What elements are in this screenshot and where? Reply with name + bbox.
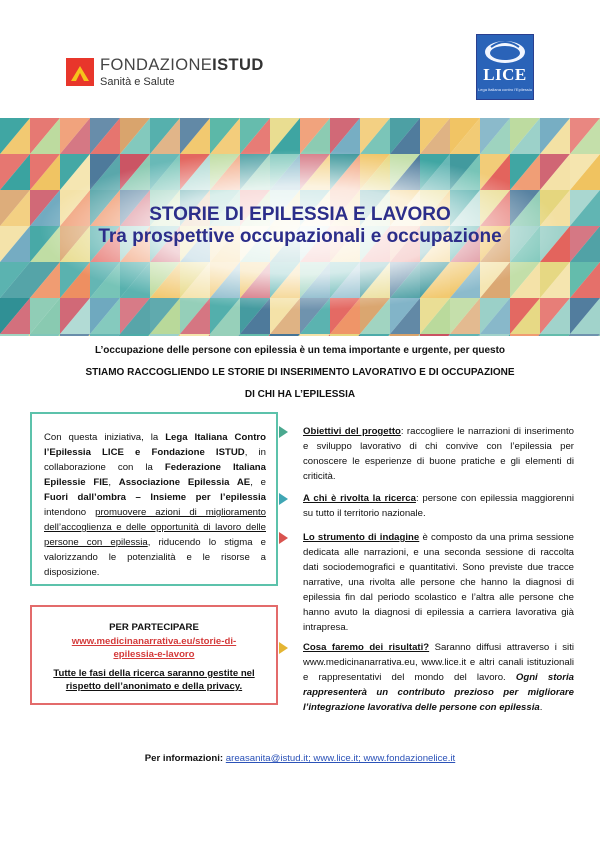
initiative-box: Con questa iniziativa, la Lega Italiana Contro l’Epilessia LICE e Fondazione ISTUD, in collaborazione con la Federazione Italiana Epilessie FIE, Associazione Epilessia AE, e Fuori dall’ombra – Insieme per l’epilessia intendono promuovere azioni di miglioramento dell’accoglienza e delle opportunità di lavoro delle persone con epilessia, riducendo lo stigma e valorizzando le potenzialità e le risorse a disposizione. [30, 412, 278, 586]
pattern-triangle [210, 334, 240, 336]
arrow-icon [279, 642, 288, 654]
istud-name: FONDAZIONEISTUD [100, 56, 264, 74]
banner [0, 118, 600, 336]
pattern-triangle [330, 334, 360, 336]
intro-line-3: DI CHI HA L’EPILESSIA [244, 389, 356, 400]
title-line-1: STORIE DI EPILESSIA E LAVORO [149, 204, 451, 225]
pattern-triangle [180, 334, 210, 336]
item-tool: Lo strumento di indagine è composto da una prima sessione dedicata alle narrazioni, e una seconda sessione di raccolta dati sociodemografici e quantitativi. Sono previste due tracce narrative, una rivolta alle persone che hanno la diagnosi di epilessia fin dal periodo scolastico e l’altra alle persone che hanno avuto la diagnosi di epilessia a carriera lavorativa già intrapresa. [279, 530, 574, 630]
footer-label: Per informazioni: [144, 753, 226, 764]
pattern-triangle [390, 334, 420, 336]
pattern-triangle [150, 334, 180, 336]
pattern-triangle [300, 334, 330, 336]
pattern-triangle [510, 334, 540, 336]
participate-link[interactable]: www.medicinanarrativa.eu/storie-di- epilessia-e-lavoro [71, 635, 237, 660]
pattern-triangle [360, 334, 390, 336]
item-results: Cosa faremo dei risultati? Saranno diffusi attraverso i siti www.medicinanarrativa.eu, www.lice.it e altri canali istituzionali e rappresentativi del mondo del lavoro. Ogni storia rappresenterà un contributo prezioso per migliorare l’integrazione lavorativa delle persone con epilessia. [279, 640, 574, 730]
pattern-triangle [450, 334, 480, 336]
pattern-triangle [420, 334, 450, 336]
pattern-triangle [540, 334, 570, 336]
banner-title [0, 204, 600, 248]
pattern-triangle [60, 334, 90, 336]
arrow-icon [279, 426, 288, 438]
pattern-triangle [240, 334, 270, 336]
footer-links[interactable]: areasanita@istud.it; www.lice.it; www.fondazionelice.it [225, 753, 456, 764]
title-line-2: Tra prospettive occupazionali e occupazione [98, 226, 502, 247]
item-objectives: Obiettivi del progetto: raccogliere le narrazioni di inserimento e sviluppo lavorativo di chi convive con l’epilessia per conoscere le esperienze di buone pratiche e gli elementi di criticità. [279, 424, 574, 480]
pattern-triangle [30, 334, 60, 336]
privacy-note: Tutte le fasi della ricerca saranno gestite nel rispetto dell’anonimato e della privacy. [53, 667, 255, 692]
participate-title: PER PARTECIPARE [109, 622, 199, 633]
participate-box [30, 605, 278, 705]
istud-logo [66, 54, 286, 94]
arrow-icon [279, 493, 288, 505]
pattern-triangle [120, 334, 150, 336]
istud-subtitle: Sanità e Salute [100, 76, 175, 88]
lice-tagline: Lega Italiana contro l'Epilessia [478, 87, 532, 92]
lice-logo-text: LICE [483, 65, 527, 84]
arrow-icon [279, 532, 288, 544]
pattern-triangle [480, 334, 510, 336]
item-target: A chi è rivolta la ricerca: persone con epilessia maggiorenni su tutto il territorio nazionale. [279, 491, 574, 521]
pattern-triangle [570, 334, 600, 336]
pattern-triangle [270, 334, 300, 336]
footer [0, 753, 600, 764]
pattern-triangle [90, 334, 120, 336]
pattern-triangle [0, 334, 30, 336]
istud-logo-icon [66, 58, 94, 86]
lice-logo [476, 34, 534, 100]
lice-seal-icon [477, 35, 533, 65]
intro-line-1: L’occupazione delle persone con epilessia è un tema importante e urgente, per questo [94, 345, 506, 356]
intro-line-2: STIAMO RACCOGLIENDO LE STORIE DI INSERIMENTO LAVORATIVO E DI OCCUPAZIONE [85, 367, 515, 378]
